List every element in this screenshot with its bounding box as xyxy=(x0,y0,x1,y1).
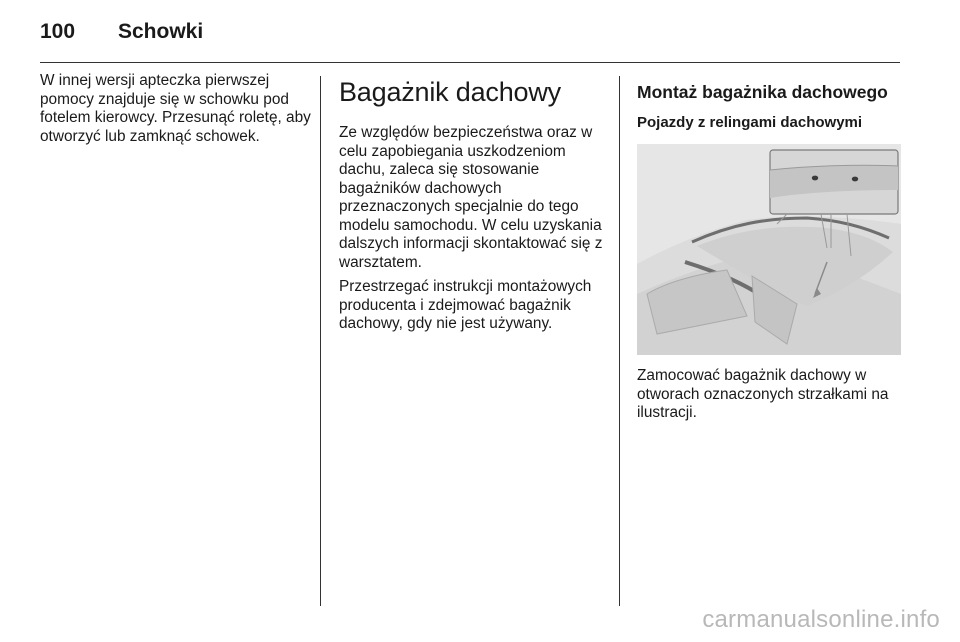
column-right xyxy=(637,72,905,429)
column-divider-2 xyxy=(619,76,620,606)
page-number: 100 xyxy=(40,20,76,43)
column-divider-1 xyxy=(320,76,321,606)
roof-rack-paragraph-1: Ze względów bezpieczeństwa oraz w celu zapobiegania uszkodzeniom dachu, zaleca się stosowanie bagażników dachowych przeznaczonych specjalnie do tego modelu samochodu. W celu uzyskania dalszych informacji skontaktować się z warsztatem. xyxy=(339,124,603,271)
figure-caption: Zamocować bagażnik dachowy w otworach oznaczonych strzałkami na ilustracji. xyxy=(637,367,889,421)
roof-rails-illustration-icon xyxy=(637,144,901,355)
column-middle xyxy=(339,72,607,340)
watermark: carmanualsonline.info xyxy=(702,606,940,633)
subheading-roof-rails: Pojazdy z relingami dachowymi xyxy=(637,114,863,131)
first-aid-paragraph: W innej wersji apteczka pierwszej pomocy znajduje się w schowku pod fotelem kierowcy. Przesunąć roletę, aby otworzyć lub zamknąć schowek. xyxy=(40,72,311,145)
column-left xyxy=(40,72,312,152)
section-heading-roof-rack: Bagażnik dachowy xyxy=(339,77,561,107)
section-heading-mounting: Montaż bagażnika dachowego xyxy=(637,82,888,102)
page-header xyxy=(40,14,203,50)
header-divider xyxy=(40,62,900,63)
chapter-title: Schowki xyxy=(118,20,204,43)
roof-rack-paragraph-2: Przestrzegać instrukcji montażowych producenta i zdejmować bagażnik dachowy, gdy nie jest używany. xyxy=(339,278,592,332)
